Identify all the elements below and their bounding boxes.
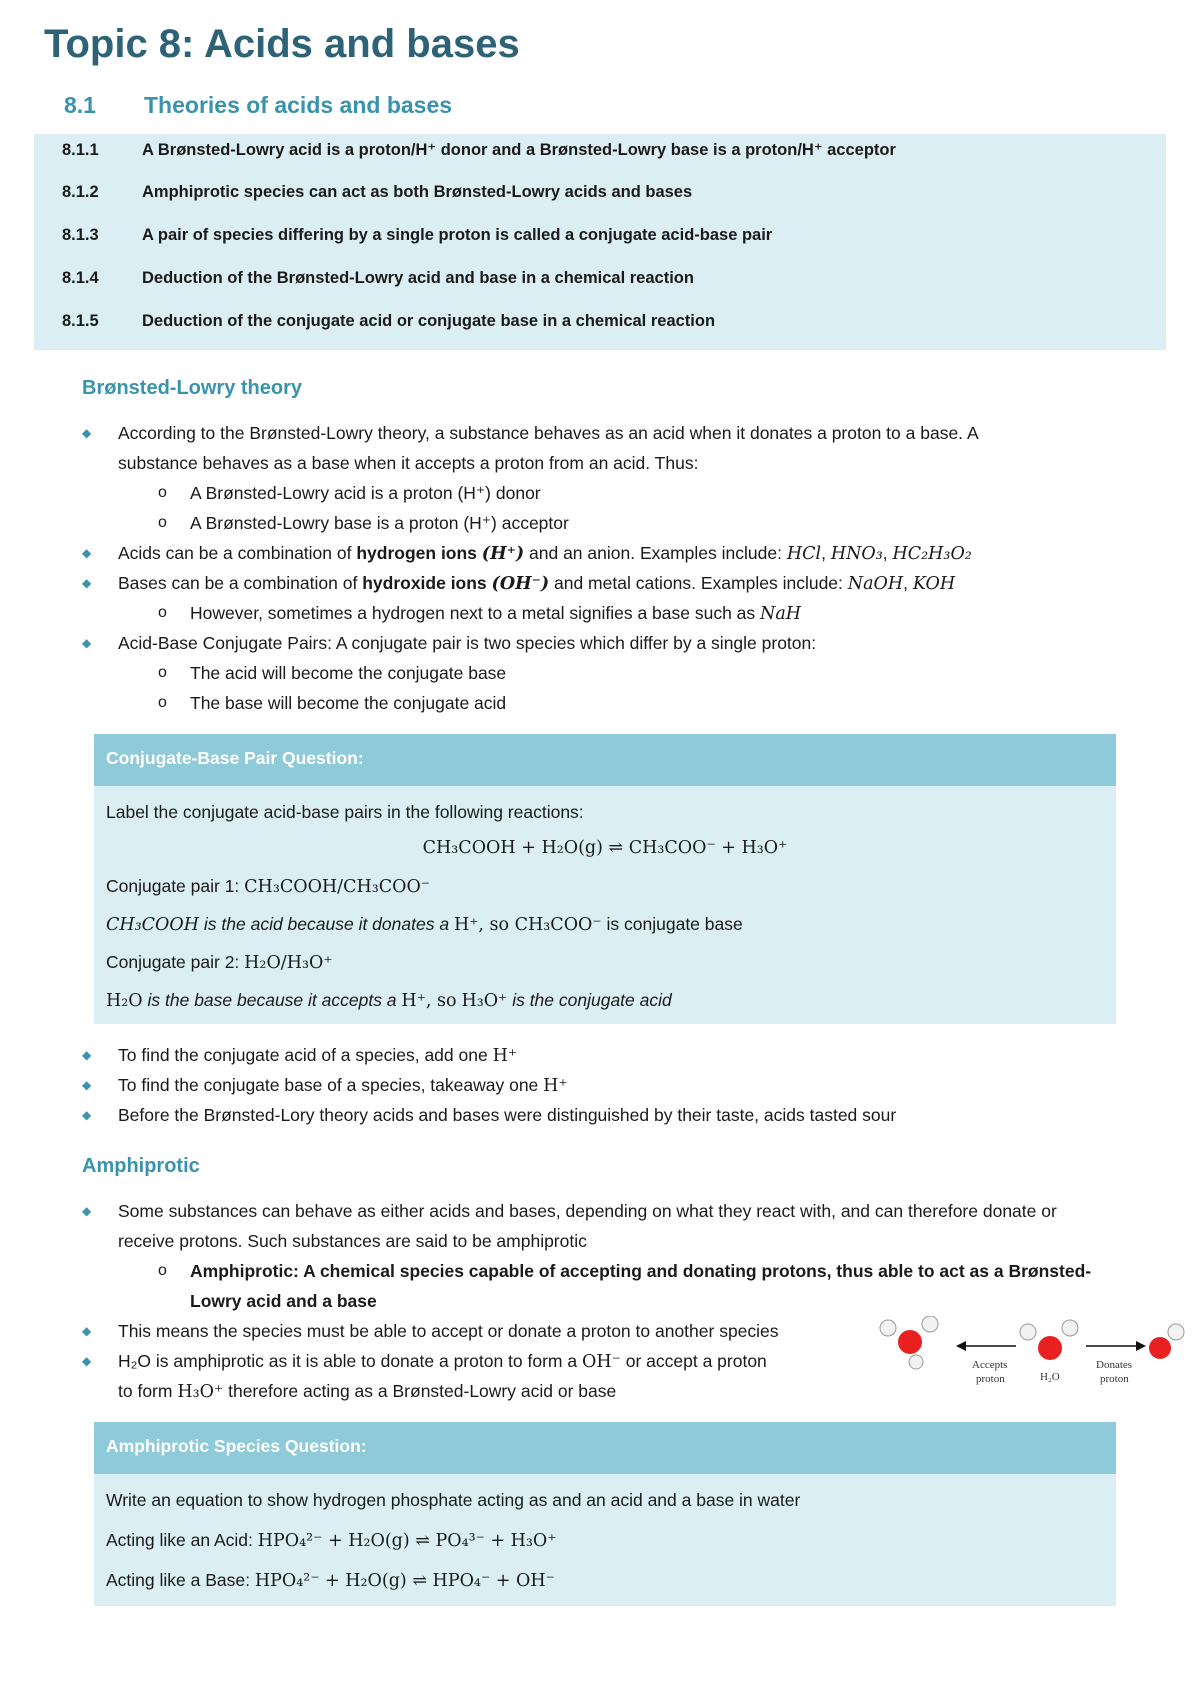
- bullet-icon: ◆: [82, 1354, 92, 1368]
- acids-bullet-text-2: and an anion. Examples include:: [529, 543, 782, 563]
- example-hno3: HNO₃: [830, 544, 883, 564]
- conjugate-sub-2: The base will become the conjugate acid: [190, 693, 507, 713]
- example-hcl: HCl: [786, 544, 822, 564]
- find-base-ion: H⁺: [543, 1076, 568, 1096]
- syllabus-code: 8.1.1: [62, 141, 99, 159]
- bronsted-sub-2: A Brønsted-Lowry base is a proton (H⁺) acceptor: [190, 513, 569, 533]
- hydrogen-ions-term: hydrogen ions: [356, 543, 477, 563]
- conjugate-explanation-1: [106, 914, 743, 935]
- water-amphiprotic-line-2: [118, 1378, 616, 1405]
- conjugate-question-box: [94, 734, 1116, 1024]
- bullet-icon: ◆: [82, 426, 92, 440]
- amphiprotic-bullet-2: This means the species must be able to accept or donate a proton to another species: [118, 1321, 779, 1341]
- find-acid-text: To find the conjugate acid of a species, add one: [118, 1045, 488, 1065]
- hydrogen-atom: [1062, 1320, 1078, 1336]
- sub-bullet-icon: o: [158, 664, 167, 681]
- page-title: Topic 8: Acids and bases: [44, 22, 520, 66]
- bullet-icon: ◆: [82, 636, 92, 650]
- syllabus-row: [62, 226, 772, 252]
- oxygen-atom: [1038, 1336, 1062, 1360]
- conjugate-prompt: Label the conjugate acid-base pairs in the following reactions:: [106, 802, 584, 822]
- syllabus-code: 8.1.2: [62, 183, 99, 201]
- bullet-icon: ◆: [82, 546, 92, 560]
- pair-2-label: Conjugate pair 2:: [106, 952, 240, 972]
- hydrogen-atom: [909, 1355, 923, 1369]
- example-koh: KOH: [912, 574, 956, 594]
- conjugate-pairs-bullet: Acid-Base Conjugate Pairs: A conjugate pair is two species which differ by a single proton:: [118, 633, 817, 653]
- bases-bullet-text-2: and metal cations. Examples include:: [554, 573, 843, 593]
- syllabus-text: A pair of species differing by a single proton is called a conjugate acid-base pair: [142, 226, 773, 244]
- explanation-2-end: is the conjugate acid: [512, 990, 672, 1010]
- oxygen-atom: [898, 1330, 922, 1354]
- water-amphiprotic-figure: [876, 1316, 1186, 1396]
- bases-sub: [190, 600, 801, 627]
- bullet-icon: ◆: [82, 1078, 92, 1092]
- syllabus-code: 8.1.4: [62, 269, 99, 287]
- sub-bullet-icon: o: [158, 1262, 167, 1279]
- water-amphiprotic-line-1: [118, 1348, 767, 1375]
- base-label: Acting like a Base:: [106, 1570, 250, 1590]
- pair-1-formula: CH₃COOH/CH₃COO⁻: [244, 877, 431, 897]
- amphiprotic-question-header: [94, 1422, 1116, 1474]
- find-acid-ion: H⁺: [492, 1046, 518, 1066]
- bullet-icon: ◆: [82, 1108, 92, 1122]
- donates-label-1: Donates: [1096, 1359, 1133, 1371]
- conjugate-pair-1: [106, 876, 430, 897]
- acids-bullet: Acids can be a combination of hydrogen ions (H⁺) and an anion. Examples include: HCl, HNO₃, HC₂H₃O₂: [118, 543, 972, 564]
- explanation-1-text: is the acid because it donates a: [203, 914, 450, 934]
- section-title: Theories of acids and bases: [144, 92, 453, 118]
- syllabus-text: Amphiprotic species can act as both Brønsted-Lowry acids and bases: [142, 183, 693, 201]
- water-line-2-text: to form: [118, 1381, 173, 1401]
- base-equation-line: [106, 1570, 555, 1591]
- sub-bullet-icon: o: [158, 604, 167, 621]
- acid-equation: HPO₄²⁻ + H₂O(g) ⇌ PO₄³⁻ + H₃O⁺: [257, 1531, 557, 1551]
- amphiprotic-definition-line-1: Amphiprotic: A chemical species capable of accepting and donating protons, thus able to act as a Brønsted-: [190, 1261, 1092, 1281]
- sub-bullet-icon: o: [158, 484, 167, 501]
- conjugate-question-header: [94, 734, 1116, 786]
- syllabus-text: Deduction of the Brønsted-Lowry acid and base in a chemical reaction: [142, 269, 694, 287]
- pair-1-label: Conjugate pair 1:: [106, 876, 240, 896]
- syllabus-row: [62, 140, 896, 166]
- amphiprotic-heading: Amphiprotic: [82, 1155, 200, 1177]
- base-equation: HPO₄²⁻ + H₂O(g) ⇌ HPO₄⁻ + OH⁻: [254, 1571, 555, 1591]
- hydrogen-atom: [1020, 1324, 1036, 1340]
- example-nah: NaH: [760, 604, 802, 624]
- sub-bullet-icon: o: [158, 514, 167, 531]
- amphiprotic-prompt: Write an equation to show hydrogen phosphate acting as and an acid and a base in water: [106, 1490, 801, 1510]
- example-naoh: NaOH: [847, 574, 904, 594]
- amphiprotic-bullet-1-line-1: Some substances can behave as either acids and bases, depending on what they react with, and can therefore donate or: [118, 1201, 1057, 1221]
- bullet-icon: ◆: [82, 1324, 92, 1338]
- conjugate-pair-2: [106, 952, 333, 973]
- bronsted-heading: Brønsted-Lowry theory: [82, 377, 303, 399]
- hydronium-ion-formula: H₃O⁺: [177, 1382, 224, 1402]
- explanation-2-text: is the base because it accepts a: [147, 990, 397, 1010]
- conjugate-sub-1: The acid will become the conjugate base: [190, 663, 507, 683]
- syllabus-code: 8.1.5: [62, 312, 99, 330]
- section-heading: [64, 92, 452, 119]
- donates-arrow-head: [1136, 1341, 1146, 1351]
- sub-bullet-icon: o: [158, 694, 167, 711]
- conjugate-equation: CH₃COOH + H₂O(g) ⇌ CH₃COO⁻ + H₃O⁺: [422, 838, 788, 858]
- hydroxide-ion-symbol: (OH⁻): [491, 574, 550, 594]
- water-line-1-end: or accept a proton: [625, 1351, 767, 1371]
- water-formula: H₂O: [106, 991, 143, 1011]
- acid-equation-line: [106, 1530, 557, 1551]
- oxygen-atom: [1149, 1337, 1171, 1359]
- amphiprotic-question-title: Amphiprotic Species Question:: [106, 1436, 367, 1456]
- water-line-1-text: H₂O is amphiprotic as it is able to donate a proton to form a: [118, 1351, 578, 1371]
- bases-bullet: Bases can be a combination of hydroxide ions (OH⁻) and metal cations. Examples include: NaOH, KOH: [118, 573, 956, 594]
- syllabus-code: 8.1.3: [62, 226, 99, 244]
- bronsted-bullet-1-line-2: substance behaves as a base when it accepts a proton from an acid. Thus:: [118, 453, 699, 473]
- hydrogen-atom: [922, 1316, 938, 1332]
- explanation-2-ion: H⁺, so: [401, 991, 457, 1011]
- bronsted-bullet-1-line-1: According to the Brønsted-Lowry theory, a substance behaves as an acid when it donates a proton to a base. A: [118, 423, 979, 443]
- accepts-label-1: Accepts: [972, 1359, 1008, 1371]
- acid-label: Acting like an Acid:: [106, 1530, 253, 1550]
- syllabus-row: [62, 312, 715, 338]
- find-conjugate-acid: [118, 1042, 517, 1069]
- explanation-1-end: is conjugate base: [606, 914, 743, 934]
- water-label: H₂O: [1040, 1371, 1060, 1383]
- hydrogen-ion-symbol: (H⁺): [481, 544, 525, 564]
- accepts-label-2: proton: [976, 1373, 1005, 1385]
- acetic-acid-formula: CH₃COOH: [106, 915, 200, 935]
- bullet-icon: ◆: [82, 1204, 92, 1218]
- syllabus-text: A Brønsted-Lowry acid is a proton/H⁺ donor and a Brønsted-Lowry base is a proton/H⁺ acceptor: [142, 141, 896, 159]
- example-acetic: HC₂H₃O₂: [892, 544, 972, 564]
- taste-bullet: Before the Brønsted-Lory theory acids and bases were distinguished by their taste, acids tasted sour: [118, 1105, 897, 1125]
- conjugate-question-title: Conjugate-Base Pair Question:: [106, 748, 364, 768]
- hydrogen-atom: [880, 1320, 896, 1336]
- explanation-1-ion: H⁺, so CH₃COO⁻: [453, 915, 602, 935]
- conjugate-explanation-2: [106, 990, 672, 1011]
- bases-sub-text: However, sometimes a hydrogen next to a metal signifies a base such as: [190, 603, 756, 623]
- hydronium-formula: H₃O⁺: [461, 991, 508, 1011]
- find-conjugate-base: [118, 1072, 568, 1099]
- bronsted-sub-1: A Brønsted-Lowry acid is a proton (H⁺) donor: [190, 483, 541, 503]
- bases-bullet-text: Bases can be a combination of: [118, 573, 358, 593]
- acids-bullet-text: Acids can be a combination of: [118, 543, 352, 563]
- syllabus-panel: [34, 134, 1166, 350]
- hydroxide-ions-term: hydroxide ions: [362, 573, 487, 593]
- bullet-icon: ◆: [82, 1048, 92, 1062]
- pair-2-formula: H₂O/H₃O⁺: [244, 953, 333, 973]
- accepts-arrow-head: [956, 1341, 966, 1351]
- amphiprotic-bullet-1-line-2: receive protons. Such substances are said to be amphiprotic: [118, 1231, 587, 1251]
- bullet-icon: ◆: [82, 576, 92, 590]
- syllabus-row: [62, 183, 692, 209]
- syllabus-row: [62, 269, 694, 295]
- section-number: 8.1: [64, 92, 96, 118]
- syllabus-text: Deduction of the conjugate acid or conjugate base in a chemical reaction: [142, 312, 716, 330]
- donates-label-2: proton: [1100, 1373, 1129, 1385]
- amphiprotic-question-box: [94, 1422, 1116, 1606]
- water-line-2-end: therefore acting as a Brønsted-Lowry acid or base: [228, 1381, 617, 1401]
- hydroxide-formula: OH⁻: [581, 1352, 621, 1372]
- hydrogen-atom: [1168, 1324, 1184, 1340]
- find-base-text: To find the conjugate base of a species, takeaway one: [118, 1075, 539, 1095]
- amphiprotic-definition-line-2: Lowry acid and a base: [190, 1291, 377, 1311]
